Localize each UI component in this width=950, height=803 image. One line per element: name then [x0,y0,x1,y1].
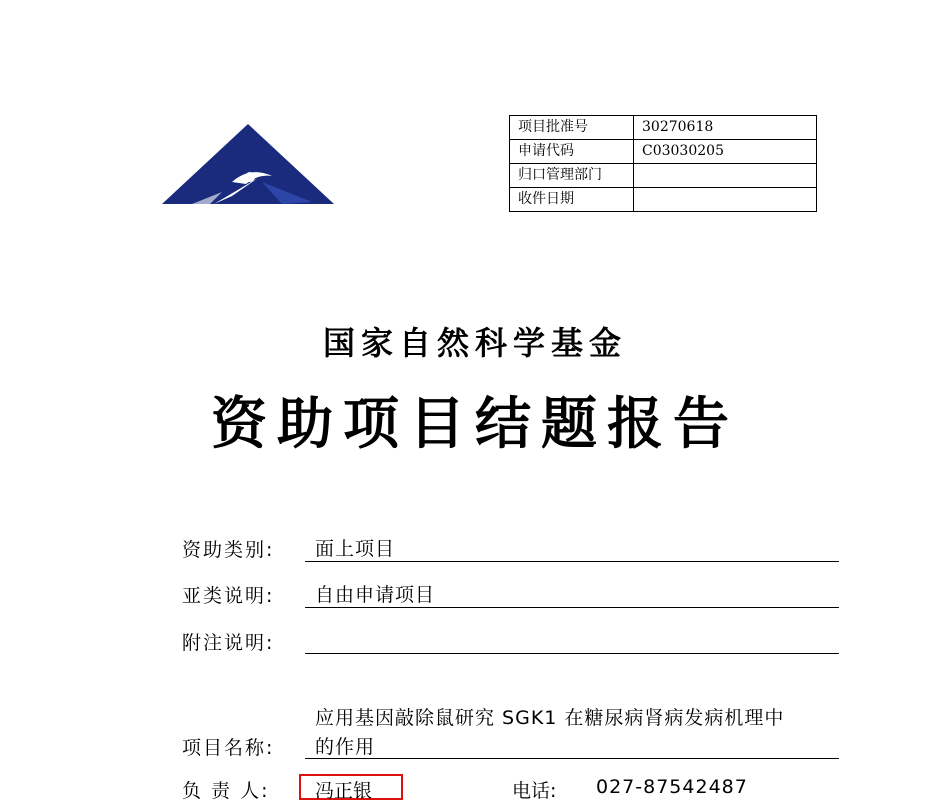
project-name-value-line2: 的作用 [315,736,376,758]
phone-value: 027-87542487 [596,776,748,798]
table-row [510,140,817,164]
subtype-field [305,576,839,608]
subtype-value: 自由申请项目 [315,584,436,606]
phone-label: 电话: [512,780,557,802]
table-row [510,164,817,188]
leader-highlight-box [299,774,403,800]
meta-value-date [634,188,817,212]
meta-table [509,115,817,212]
meta-value-approval: 30270618 [634,116,817,140]
report-title: 资助项目结题报告 [211,392,739,457]
meta-value-code: C03030205 [634,140,817,164]
meta-key-date: 收件日期 [510,188,634,212]
meta-key-dept: 归口管理部门 [510,164,634,188]
subtype-label: 亚类说明: [182,585,275,607]
leader-label: 负 责 人: [182,780,270,802]
project-name-label: 项目名称: [182,737,275,759]
meta-key-code: 申请代码 [510,140,634,164]
funding-type-label: 资助类别: [182,539,275,561]
nsfc-logo [162,122,334,208]
funding-type-field [305,530,839,562]
leader-value: 冯正银 [315,780,373,802]
meta-key-approval: 项目批准号 [510,116,634,140]
note-field [305,622,839,654]
note-label: 附注说明: [182,632,275,654]
project-name-value-line1: 应用基因敲除鼠研究 SGK1 在糖尿病肾病发病机理中 [315,707,785,729]
table-row [510,116,817,140]
foundation-title: 国家自然科学基金 [322,324,627,362]
funding-type-value: 面上项目 [315,538,396,560]
meta-value-dept [634,164,817,188]
table-row [510,188,817,212]
project-name-field [305,700,839,759]
